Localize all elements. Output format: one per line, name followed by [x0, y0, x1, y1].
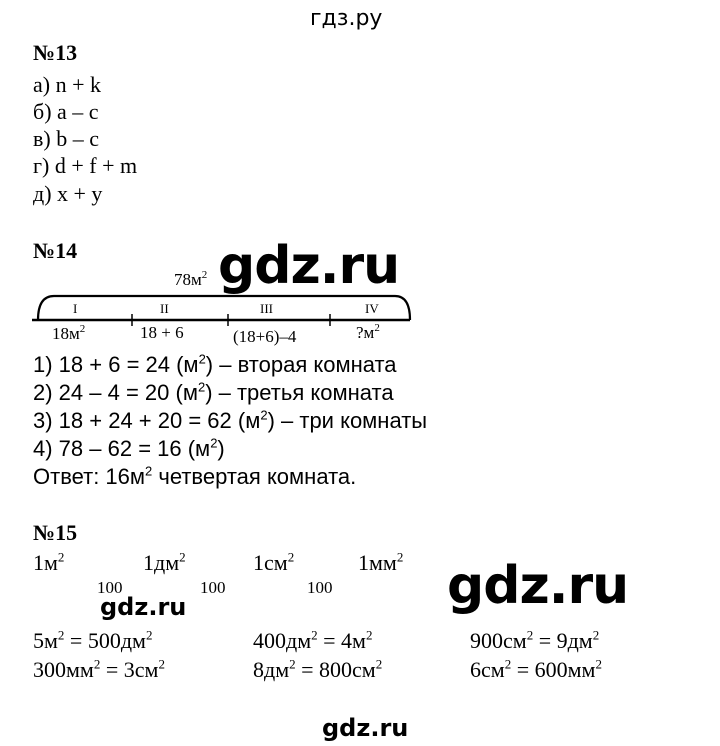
ratio-3: 100 [307, 578, 333, 597]
conversion-1: $5м^2 = 500дм^2$ [33, 627, 153, 653]
unit-mm2: $1мм^2$ [358, 549, 404, 575]
watermark-4: gdz.ru [322, 714, 409, 742]
task13-line-e: д) x + y [33, 181, 103, 206]
diagram-section-4: IV [365, 301, 379, 316]
task14-step-1: 1) 18 + 6 = 24 $(м^2)$ – вторая комната [33, 351, 397, 377]
ratio-2: 100 [200, 578, 226, 597]
diagram-brace [38, 296, 410, 320]
task14-answer: Ответ: $16м^2$ четвертая комната. [33, 463, 357, 489]
task13-line-a: а) n + k [33, 72, 101, 97]
task15-title: №15 [33, 520, 78, 545]
diagram-value-3: (18+6)–4 [233, 327, 297, 346]
ratio-1: 100 [97, 578, 123, 597]
site-label-top: гдз.ру [310, 6, 383, 31]
task13-line-b: б) a – c [33, 99, 99, 124]
segment-diagram [30, 262, 420, 352]
task14-step-2: 2) 24 – 4 = 20 $(м^2)$ – третья комната [33, 379, 394, 405]
diagram-value-1: $18м^2$ [52, 323, 86, 343]
conversion-5: $8дм^2 = 800см^2$ [253, 656, 383, 682]
task14-title: №14 [33, 238, 78, 263]
watermark-1: gdz.ru [218, 236, 400, 296]
diagram-value-4: $?м^2$ [356, 322, 380, 342]
conversion-3: $900см^2 = 9дм^2$ [470, 627, 600, 653]
task14-step-3: 3) 18 + 24 + 20 = 62 $(м^2)$ – три комнаты [33, 407, 428, 433]
conversion-4: $300мм^2 = 3см^2$ [33, 656, 165, 682]
unit-cm2: $1см^2$ [253, 549, 295, 575]
task13-title: №13 [33, 40, 78, 65]
diagram-value-2: 18 + 6 [140, 323, 184, 342]
conversion-6: $6см^2 = 600мм^2$ [470, 656, 602, 682]
conversion-2: $400дм^2 = 4м^2$ [253, 627, 373, 653]
task13-line-d: г) d + f + m [33, 153, 138, 178]
diagram-total-label: $78м^2$ [174, 269, 208, 289]
diagram-section-3: III [260, 301, 273, 316]
task13-line-c: в) b – c [33, 126, 99, 151]
diagram-section-1: I [73, 301, 78, 316]
watermark-3: gdz.ru [100, 593, 187, 621]
diagram-section-2: II [160, 301, 169, 316]
task14-step-4: 4) 78 – 62 = 16 $(м^2)$ [33, 435, 225, 461]
unit-dm2: $1дм^2$ [143, 549, 186, 575]
unit-m2: $1м^2$ [33, 549, 65, 575]
watermark-2: gdz.ru [447, 556, 629, 616]
